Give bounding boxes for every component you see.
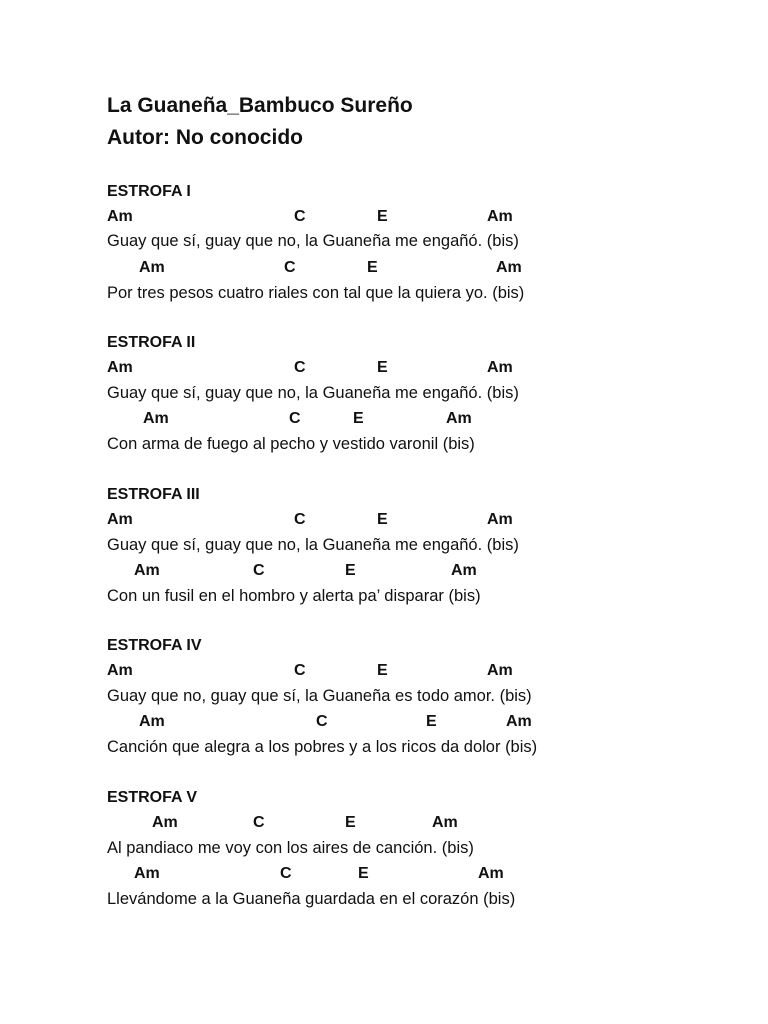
chord: Am (139, 713, 165, 730)
stanza-heading: ESTROFA III (107, 486, 200, 503)
chord: E (377, 662, 388, 679)
song-title: La Guaneña_Bambuco Sureño (107, 94, 413, 117)
chord: Am (152, 814, 178, 831)
stanza-heading: ESTROFA IV (107, 637, 202, 654)
lyric-line: Al pandiaco me voy con los aires de canción. (bis) (107, 839, 474, 857)
chord: Am (478, 865, 504, 882)
chord: C (294, 208, 306, 225)
chord: Am (487, 662, 513, 679)
chord: E (345, 562, 356, 579)
chord: Am (139, 259, 165, 276)
chord: Am (487, 359, 513, 376)
chord: Am (451, 562, 477, 579)
lyric-line: Guay que no, guay que sí, la Guaneña es todo amor. (bis) (107, 687, 532, 705)
chord: C (284, 259, 296, 276)
chord: E (377, 208, 388, 225)
stanza-heading: ESTROFA I (107, 183, 191, 200)
lyric-line: Guay que sí, guay que no, la Guaneña me engañó. (bis) (107, 232, 519, 250)
chord: C (294, 662, 306, 679)
chord: E (353, 410, 364, 427)
lyric-line: Guay que sí, guay que no, la Guaneña me engañó. (bis) (107, 384, 519, 402)
chord: C (253, 562, 265, 579)
chord: Am (496, 259, 522, 276)
chord: C (289, 410, 301, 427)
chord: Am (107, 359, 133, 376)
chord: C (294, 511, 306, 528)
chord: Am (506, 713, 532, 730)
chord: Am (143, 410, 169, 427)
lyric-line: Guay que sí, guay que no, la Guaneña me engañó. (bis) (107, 536, 519, 554)
stanza-heading: ESTROFA II (107, 334, 196, 351)
chord: C (253, 814, 265, 831)
chord: Am (446, 410, 472, 427)
chord: Am (107, 662, 133, 679)
stanza-heading: ESTROFA V (107, 789, 198, 806)
chord: E (377, 359, 388, 376)
chord: Am (107, 511, 133, 528)
chord: C (280, 865, 292, 882)
chord: C (294, 359, 306, 376)
chord: Am (107, 208, 133, 225)
chord: C (316, 713, 328, 730)
chord: E (345, 814, 356, 831)
lyric-line: Canción que alegra a los pobres y a los ricos da dolor (bis) (107, 738, 538, 756)
lyric-line: Con un fusil en el hombro y alerta pa’ disparar (bis) (107, 587, 481, 605)
lyric-line: Llevándome a la Guaneña guardada en el corazón (bis) (107, 890, 516, 908)
chord: E (426, 713, 437, 730)
lyric-line: Por tres pesos cuatro riales con tal que la quiera yo. (bis) (107, 284, 525, 302)
chord: Am (487, 511, 513, 528)
chord: E (377, 511, 388, 528)
lyric-line: Con arma de fuego al pecho y vestido varonil (bis) (107, 435, 475, 453)
chord: E (358, 865, 369, 882)
chord: Am (487, 208, 513, 225)
chord: E (367, 259, 378, 276)
chord: Am (134, 865, 160, 882)
song-author: Autor: No conocido (107, 126, 303, 149)
chord: Am (432, 814, 458, 831)
chord: Am (134, 562, 160, 579)
